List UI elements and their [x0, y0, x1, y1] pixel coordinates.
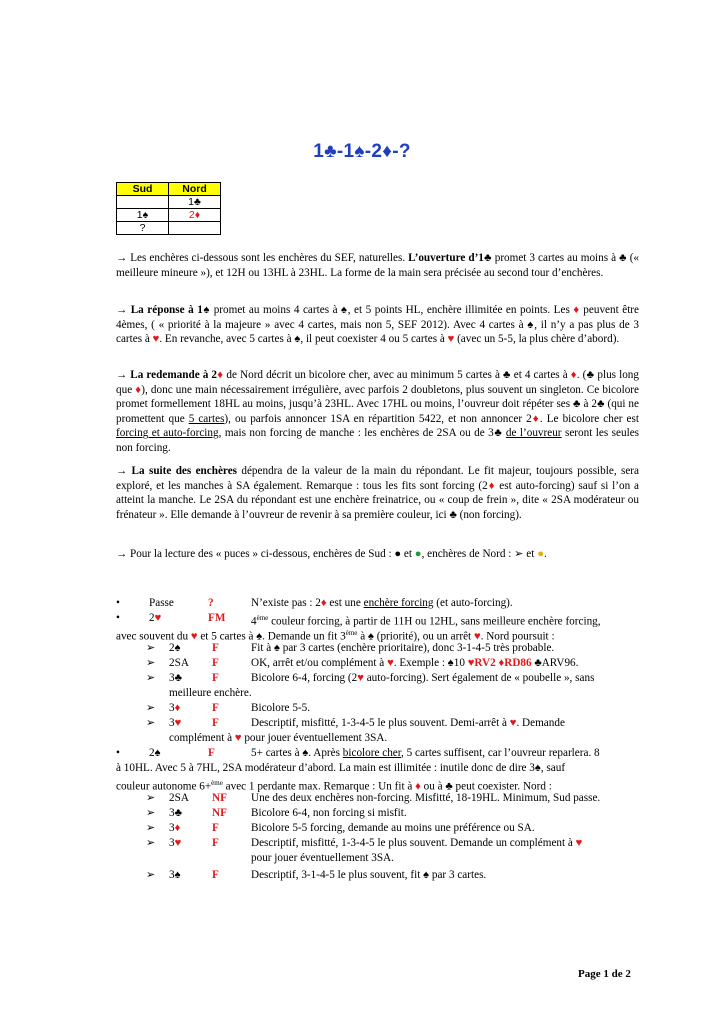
sub-item: ➢ 3♥ F Descriptif, misfitté, 1-3-4-5 le plus souvent. Demi-arrêt à ♥. Demande	[146, 717, 565, 729]
list-item: • 2♠ F 5+ cartes à ♠. Après bicolore cher, 5 cartes suffisent, car l’ouvreur reparlera. 8	[116, 747, 600, 759]
paragraph-response: → La réponse à 1♠ promet au moins 4 cartes à ♠, et 5 points HL, enchère illimitée en points. Les ♦ peuvent être 4èmes, ( « priorité à la majeure » avec 4 cartes, mais non 5, SEF 2012). Avec 4 cartes à ♠, il n’y a pas plus de 3 cartes à ♥. En revanche, avec 5 cartes à ♠, il peut coexister 4 ou 5 cartes à ♥ (avec un 5-5, la plus chère d’abord).	[116, 304, 639, 346]
sub-item: ➢ 3♦ F Bicolore 5-5 forcing, demande au moins une préférence ou SA.	[146, 822, 535, 834]
header-sud: Sud	[117, 183, 169, 196]
page-number: Page 1 de 2	[578, 968, 631, 980]
paragraph-rebid: → La redemande à 2♦ de Nord décrit un bicolore cher, avec au minimum 5 cartes à ♣ et 4 cartes à ♦. (♣ plus long que ♦), donc une main nécessairement irrégulière, avec parfois 2 doubletons, plus souvent un singleton. Ce bicolore promet formellement 18HL au moins, jusqu’à 23HL. Avec 17HL ou moins, l’ouvreur doit répéter ses ♣ à 2♣ (qui ne promettent que 5 cartes), ou parfois annoncer 1SA en répartition 5422, et non annoncer 2♦. Le bicolore cher est forcing et auto-forcing, mais non forcing de manche : les enchères de 2SA ou de 3♣ de l’ouvreur seront les seules non forcing.	[116, 369, 640, 454]
table-row	[117, 222, 221, 235]
sub-item: ➢ 3♣ F Bicolore 6-4, forcing (2♥ auto-forcing). Sert également de « poubelle », sans	[146, 672, 595, 684]
sub-item: ➢ 2SA NF Une des deux enchères non-forcing. Misfitté, 18-19HL. Minimum, Sud passe.	[146, 792, 601, 804]
list-item-continuation: à 10HL. Avec 5 à 7HL, 2SA modérateur d’abord. La main est illimitée : inutile donc de dire 3♠, sauf	[116, 762, 566, 774]
sub-item: ➢ 2SA F OK, arrêt et/ou complément à ♥. Exemple : ♠10 ♥RV2 ♦RD86 ♣ARV96.	[146, 657, 579, 669]
list-item-continuation: avec souvent du ♥ et 5 cartes à ♠. Demande un fit 3ème à ♠ (priorité), ou un arrêt ♥. Nord poursuit :	[116, 629, 555, 643]
sub-item-continuation: pour jouer éventuellement 3SA.	[251, 852, 394, 864]
paragraph-continuation: → La suite des enchères dépendra de la valeur de la main du répondant. Le fit majeur, toujours possible, sera exploré, et les manches à SA également. Remarque : tous les fits sont forcing (2♦ est auto-forcing) sauf si l’on a atteint la manche. Le 2SA du répondant est une enchère freinatrice, ou « coup de frein », dite « 2SA modérateur ou frénateur ». Elle demande à l’ouvreur de revenir à sa première couleur, ici ♣ (non forcing).	[116, 465, 639, 521]
bidding-table	[116, 182, 221, 235]
sub-item: ➢ 3♥ F Descriptif, misfitté, 1-3-4-5 le plus souvent. Demande un complément à ♥	[146, 837, 583, 849]
sub-item: ➢ 3♦ F Bicolore 5-5.	[146, 702, 311, 714]
sub-item-continuation: meilleure enchère.	[169, 687, 252, 699]
table-row	[117, 196, 221, 209]
list-item: • Passe ? N’existe pas : 2♦ est une enchère forcing (et auto-forcing).	[116, 597, 513, 609]
header-nord: Nord	[169, 183, 221, 196]
list-item: • 2♥ FM 4ème couleur forcing, à partir de 11H ou 12HL, sans meilleure enchère forcing,	[116, 612, 601, 628]
list-item-continuation: couleur autonome 6+$^{ème}$ avec 1 perdante max. Remarque : Un fit à ♦ ou à ♣ peut coexister. Nord :	[116, 779, 552, 793]
sub-item-continuation: complément à ♥ pour jouer éventuellement 3SA.	[169, 732, 388, 744]
bidding-table-header	[117, 183, 221, 196]
bid-list	[116, 596, 646, 883]
bullet: •	[116, 597, 120, 609]
page-title: 1♣-1♠-2♦-?	[313, 141, 411, 162]
cell: 1♠	[117, 209, 169, 222]
cell: ?	[117, 222, 169, 235]
paragraph-legend: → Pour la lecture des « puces » ci-dessous, enchères de Sud : ● et ●, enchères de Nord : ➢ et ●.	[116, 548, 547, 560]
cell	[169, 222, 221, 235]
paragraph-opening: → Les enchères ci-dessous sont les enchères du SEF, naturelles. L’ouverture d’1♣ promet 3 cartes au moins à ♣ (« meilleure mineure »), et 12H ou 13HL à 23HL. La forme de la main sera précisée au second tour d’enchères.	[116, 252, 640, 279]
bullet: •	[116, 612, 120, 624]
sub-item: ➢ 3♣ NF Bicolore 6-4, non forcing si misfit.	[146, 807, 407, 819]
cell: 1♣	[169, 196, 221, 209]
table-row	[117, 209, 221, 222]
sub-item: ➢ 2♠ F Fit à ♠ par 3 cartes (enchère prioritaire), donc 3-1-4-5 très probable.	[146, 642, 555, 654]
cell: 2♦	[169, 209, 221, 222]
cell	[117, 196, 169, 209]
sub-item: ➢ 3♠ F Descriptif, 3-1-4-5 le plus souvent, fit ♠ par 3 cartes.	[146, 869, 487, 881]
